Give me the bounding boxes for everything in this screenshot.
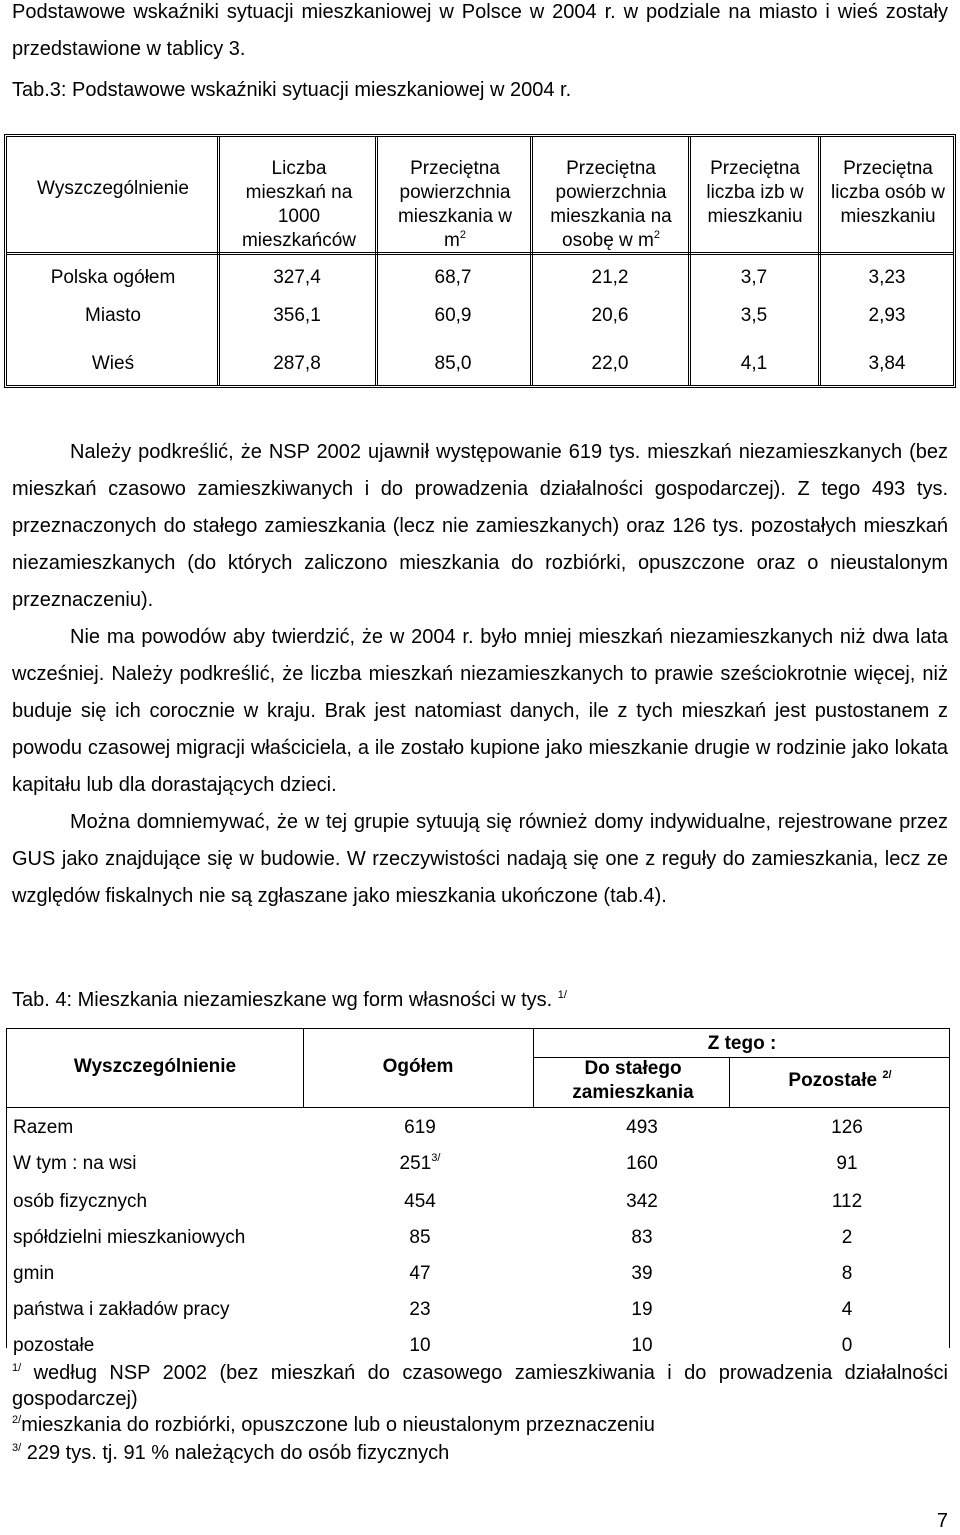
- table4-cell: 126: [831, 1117, 863, 1138]
- table4-row-label: gmin: [13, 1263, 55, 1284]
- table4-cell: 493: [626, 1117, 658, 1138]
- table4-cell: 112: [831, 1191, 863, 1212]
- table4-cell: 39: [631, 1263, 653, 1284]
- table4-row-label: państwa i zakładów pracy: [13, 1299, 230, 1320]
- table4-header-permanent: Do stałego zamieszkania: [572, 1058, 694, 1103]
- table4-cell: 4: [841, 1299, 853, 1320]
- table4-cell: 2: [841, 1227, 853, 1248]
- table3-cell: 20,6: [591, 305, 629, 326]
- table4-cell: 10: [409, 1335, 431, 1356]
- table4-row-label: W tym : na wsi: [13, 1153, 137, 1174]
- table4-cell: 342: [626, 1191, 658, 1212]
- table4-row-label: Razem: [13, 1117, 74, 1138]
- table4-cell: 91: [836, 1153, 858, 1174]
- table3-header-dwellings-per-1000: Liczba mieszkań na 1000 mieszkańców: [241, 158, 357, 251]
- table3-cell: 287,8: [273, 353, 321, 374]
- table3-cell: 3,5: [740, 305, 768, 326]
- table3-header-avg-area: Przeciętna powierzchnia mieszkania w $m^2$: [397, 158, 513, 251]
- table4-cell: 23: [409, 1299, 431, 1320]
- table4-cell: 0: [841, 1335, 853, 1356]
- footnote: $^{2/}$mieszkania do rozbiórki, opuszczone lub o nieustalonym przeznaczeniu: [12, 1414, 655, 1436]
- table4-cell: 619: [404, 1117, 436, 1138]
- table3-cell: 60,9: [434, 305, 472, 326]
- paragraph: Nie ma powodów aby twierdzić, że w 2004 r. było mniej mieszkań niezamieszkanych niż dwa lata wcześniej. Należy podkreślić, że liczba mieszkań niezamieszkanych to prawie sześciokrotnie więcej, niż buduje się ich corocznie w kraju. Brak jest natomiast danych, ile z tych mieszkań jest pustostanem z powodu czasowej migracji właściciela, a ile zostało kupione jako mieszkanie drugie w rodzinie jako lokata kapitału lub dla dorastających dzieci.: [12, 626, 948, 796]
- footnote: $^{3/}$ 229 tys. tj. 91 % należących do osób fizycznych: [12, 1442, 450, 1464]
- paragraph: Należy podkreślić, że NSP 2002 ujawnił występowanie 619 tys. mieszkań niezamieszkanych (bez mieszkań czasowo zamieszkiwanych i do prowadzenia działalności gospodarczej). Z tego 493 tys. przeznaczonych do stałego zamieszkania (lecz nie zamieszkanych) oraz 126 tys. pozostałych mieszkań niezamieszkanych (do których zaliczono mieszkania do rozbiórki, opuszczone oraz o nieustalonym przeznaczeniu).: [12, 441, 948, 611]
- table4-row-label: osób fizycznych: [13, 1191, 148, 1212]
- table3-cell: 3,7: [740, 267, 768, 288]
- table3-row-label: Miasto: [85, 305, 141, 326]
- table4-cell: 83: [631, 1227, 653, 1248]
- page-number: 7: [936, 1510, 948, 1532]
- table4-header-total: Ogółem: [382, 1056, 454, 1077]
- table4-cell: 454: [404, 1191, 436, 1212]
- table4-row-label: spółdzielni mieszkaniowych: [13, 1227, 246, 1248]
- body-text: [12, 434, 948, 915]
- table3-row-label: Wieś: [91, 353, 135, 374]
- table3-cell: 2,93: [868, 305, 906, 326]
- table4-header-label: Wyszczególnienie: [73, 1056, 237, 1077]
- table3-header-rooms: Przeciętna liczba izb w mieszkaniu: [706, 158, 804, 227]
- table4: [6, 1028, 950, 1356]
- table4-cell: 10: [631, 1335, 653, 1356]
- table3-cell: 68,7: [434, 267, 472, 288]
- table4-caption: Tab. 4: Mieszkania niezamieszkane wg form własności w tys. $^{1/}$: [12, 989, 567, 1011]
- table3-header-persons: Przeciętna liczba osób w mieszkaniu: [830, 158, 946, 227]
- table3-cell: 21,2: [591, 267, 629, 288]
- table3-cell: 356,1: [273, 305, 321, 326]
- paragraph: Można domniemywać, że w tej grupie sytuują się również domy indywidualne, rejestrowane przez GUS jako znajdujące się w budowie. W rzeczywistości nadają się one z reguły do zamieszkania, lecz ze względów fiskalnych nie są zgłaszane jako mieszkania ukończone (tab.4).: [12, 811, 948, 907]
- table4-header-group: Z tego :: [707, 1033, 777, 1054]
- table3-cell: 22,0: [591, 353, 629, 374]
- table3-cell: 3,84: [868, 353, 906, 374]
- table4-row-label: pozostałe: [13, 1335, 95, 1356]
- table4-header-other: Pozostałe $^{2/}$: [788, 1069, 892, 1091]
- intro-paragraph: Podstawowe wskaźniki sytuacji mieszkaniowej w Polsce w 2004 r. w podziale na miasto i wieś zostały przedstawione w tablicy 3.: [12, 1, 948, 60]
- table4-cell: 160: [626, 1153, 658, 1174]
- table3-header-label: Wyszczególnienie: [37, 178, 189, 199]
- table4-cell: 19: [631, 1299, 653, 1320]
- table4-cell: 85: [409, 1227, 431, 1248]
- table3-cell: 327,4: [273, 267, 321, 288]
- table4-cell: 8: [841, 1263, 853, 1284]
- table3: [4, 134, 956, 388]
- table4-cell: $251^{3/}$: [399, 1152, 441, 1174]
- table3-cell: 85,0: [434, 353, 472, 374]
- table3-caption: Tab.3: Podstawowe wskaźniki sytuacji mieszkaniowej w 2004 r.: [12, 79, 572, 101]
- table3-cell: 4,1: [740, 353, 768, 374]
- table3-cell: 3,23: [868, 267, 906, 288]
- table3-row-label: Polska ogółem: [50, 267, 176, 288]
- table3-header-area-per-person: Przeciętna powierzchnia mieszkania na osobę w $m^2$: [550, 158, 672, 251]
- footnote: $^{1/}$ według NSP 2002 (bez mieszkań do czasowego zamieszkiwania i do prowadzenia działalności gospodarczej): [12, 1362, 948, 1410]
- table4-cell: 47: [409, 1263, 431, 1284]
